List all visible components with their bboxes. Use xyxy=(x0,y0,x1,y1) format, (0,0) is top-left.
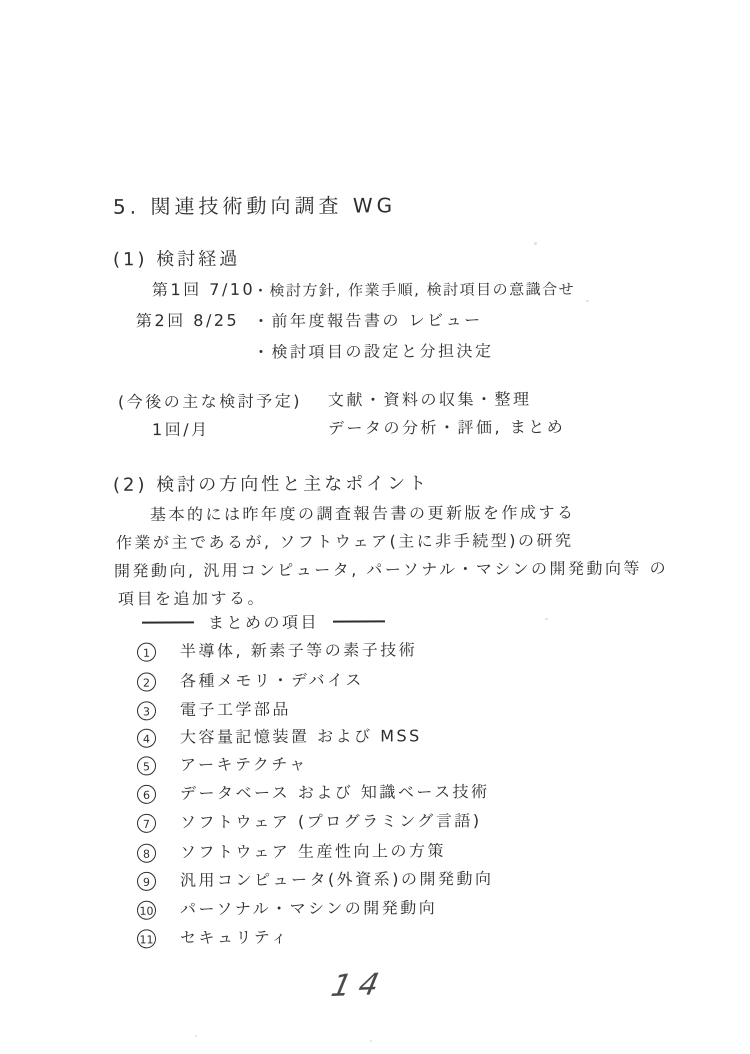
scan-speck xyxy=(195,1035,197,1037)
right-dash-rule xyxy=(333,620,385,622)
section2-paragraph-line2: 作業が主であるが, ソフトウェア(主に非手続型)の研究 xyxy=(115,530,574,553)
item-number-badge: 6 xyxy=(137,785,156,804)
item-text: 各種メモリ・デバイス xyxy=(179,670,364,691)
meeting1-label: 第1回 7/10 xyxy=(151,279,256,300)
item-number-badge: 4 xyxy=(137,729,156,748)
section2-paragraph-line4: 項目を追加する。 xyxy=(117,588,267,609)
item-number-badge: 2 xyxy=(137,672,156,691)
list-item xyxy=(137,667,364,691)
item-text: 電子工学部品 xyxy=(179,699,292,720)
item-text: ソフトウェア (プログラミング言語) xyxy=(179,811,482,832)
list-item xyxy=(137,723,422,747)
list-item xyxy=(137,925,290,949)
item-text: 大容量記憶装置 および MSS xyxy=(179,726,422,747)
section1-heading: (1) 検討経過 xyxy=(112,248,241,271)
scan-speck xyxy=(586,300,589,302)
list-item xyxy=(137,895,437,920)
left-dash-rule xyxy=(142,621,194,623)
meeting1-note: ・検討方針, 作業手順, 検討項目の意識合せ xyxy=(252,280,576,300)
meeting2-note-2: ・検討項目の設定と分担決定 xyxy=(252,341,494,362)
scan-speck xyxy=(534,242,537,245)
future-plan-label: (今後の主な検討予定) xyxy=(117,391,303,412)
list-item xyxy=(137,808,482,833)
section2-paragraph-line1: 基本的には昨年度の調査報告書の更新版を作成する xyxy=(149,502,576,525)
section2-heading: (2) 検討の方向性と主なポイント xyxy=(112,473,430,496)
meeting2-note-1: ・前年度報告書の レビュー xyxy=(252,310,483,331)
list-item xyxy=(137,752,308,776)
page-number: 14 xyxy=(328,967,391,1004)
item-number-badge: 9 xyxy=(137,872,156,891)
summary-items-title-row xyxy=(128,609,399,633)
item-number-badge: 5 xyxy=(137,756,156,775)
list-item xyxy=(137,697,291,721)
scan-speck xyxy=(370,1040,372,1042)
item-text: アーキテクチャ xyxy=(179,754,308,775)
item-number-badge: 10 xyxy=(137,901,156,920)
list-item xyxy=(137,838,446,863)
scan-speck xyxy=(545,618,548,620)
item-text: ソフトウェア 生産性向上の方策 xyxy=(179,841,447,862)
item-text: 汎用コンピュータ(外資系)の開発動向 xyxy=(179,869,494,890)
future-plan-item-1: 文献・資料の収集・整理 xyxy=(327,389,532,410)
item-text: セキュリティ xyxy=(179,927,290,948)
list-item xyxy=(137,779,490,804)
item-text: 半導体, 新素子等の素子技術 xyxy=(179,640,418,661)
item-number-badge: 11 xyxy=(137,929,156,948)
section2-paragraph-line3: 開発動向, 汎用コンピュータ, パーソナル・マシンの開発動向等 の xyxy=(113,558,669,581)
item-number-badge: 1 xyxy=(137,643,156,662)
list-item xyxy=(137,637,417,661)
list-item xyxy=(137,866,494,891)
meeting2-label: 第2回 8/25 xyxy=(135,310,240,331)
summary-items-title: まとめの項目 xyxy=(207,612,320,633)
item-text: データベース および 知識ベース技術 xyxy=(179,782,490,803)
future-plan-item-2: データの分析・評価, まとめ xyxy=(327,417,566,438)
item-text: パーソナル・マシンの開発動向 xyxy=(179,898,438,919)
item-number-badge: 7 xyxy=(137,814,156,833)
item-number-badge: 8 xyxy=(137,844,156,863)
page-title: 5. 関連技術動向調査 WG xyxy=(112,193,397,219)
item-number-badge: 3 xyxy=(137,701,156,720)
future-plan-frequency: 1回/月 xyxy=(151,419,210,440)
